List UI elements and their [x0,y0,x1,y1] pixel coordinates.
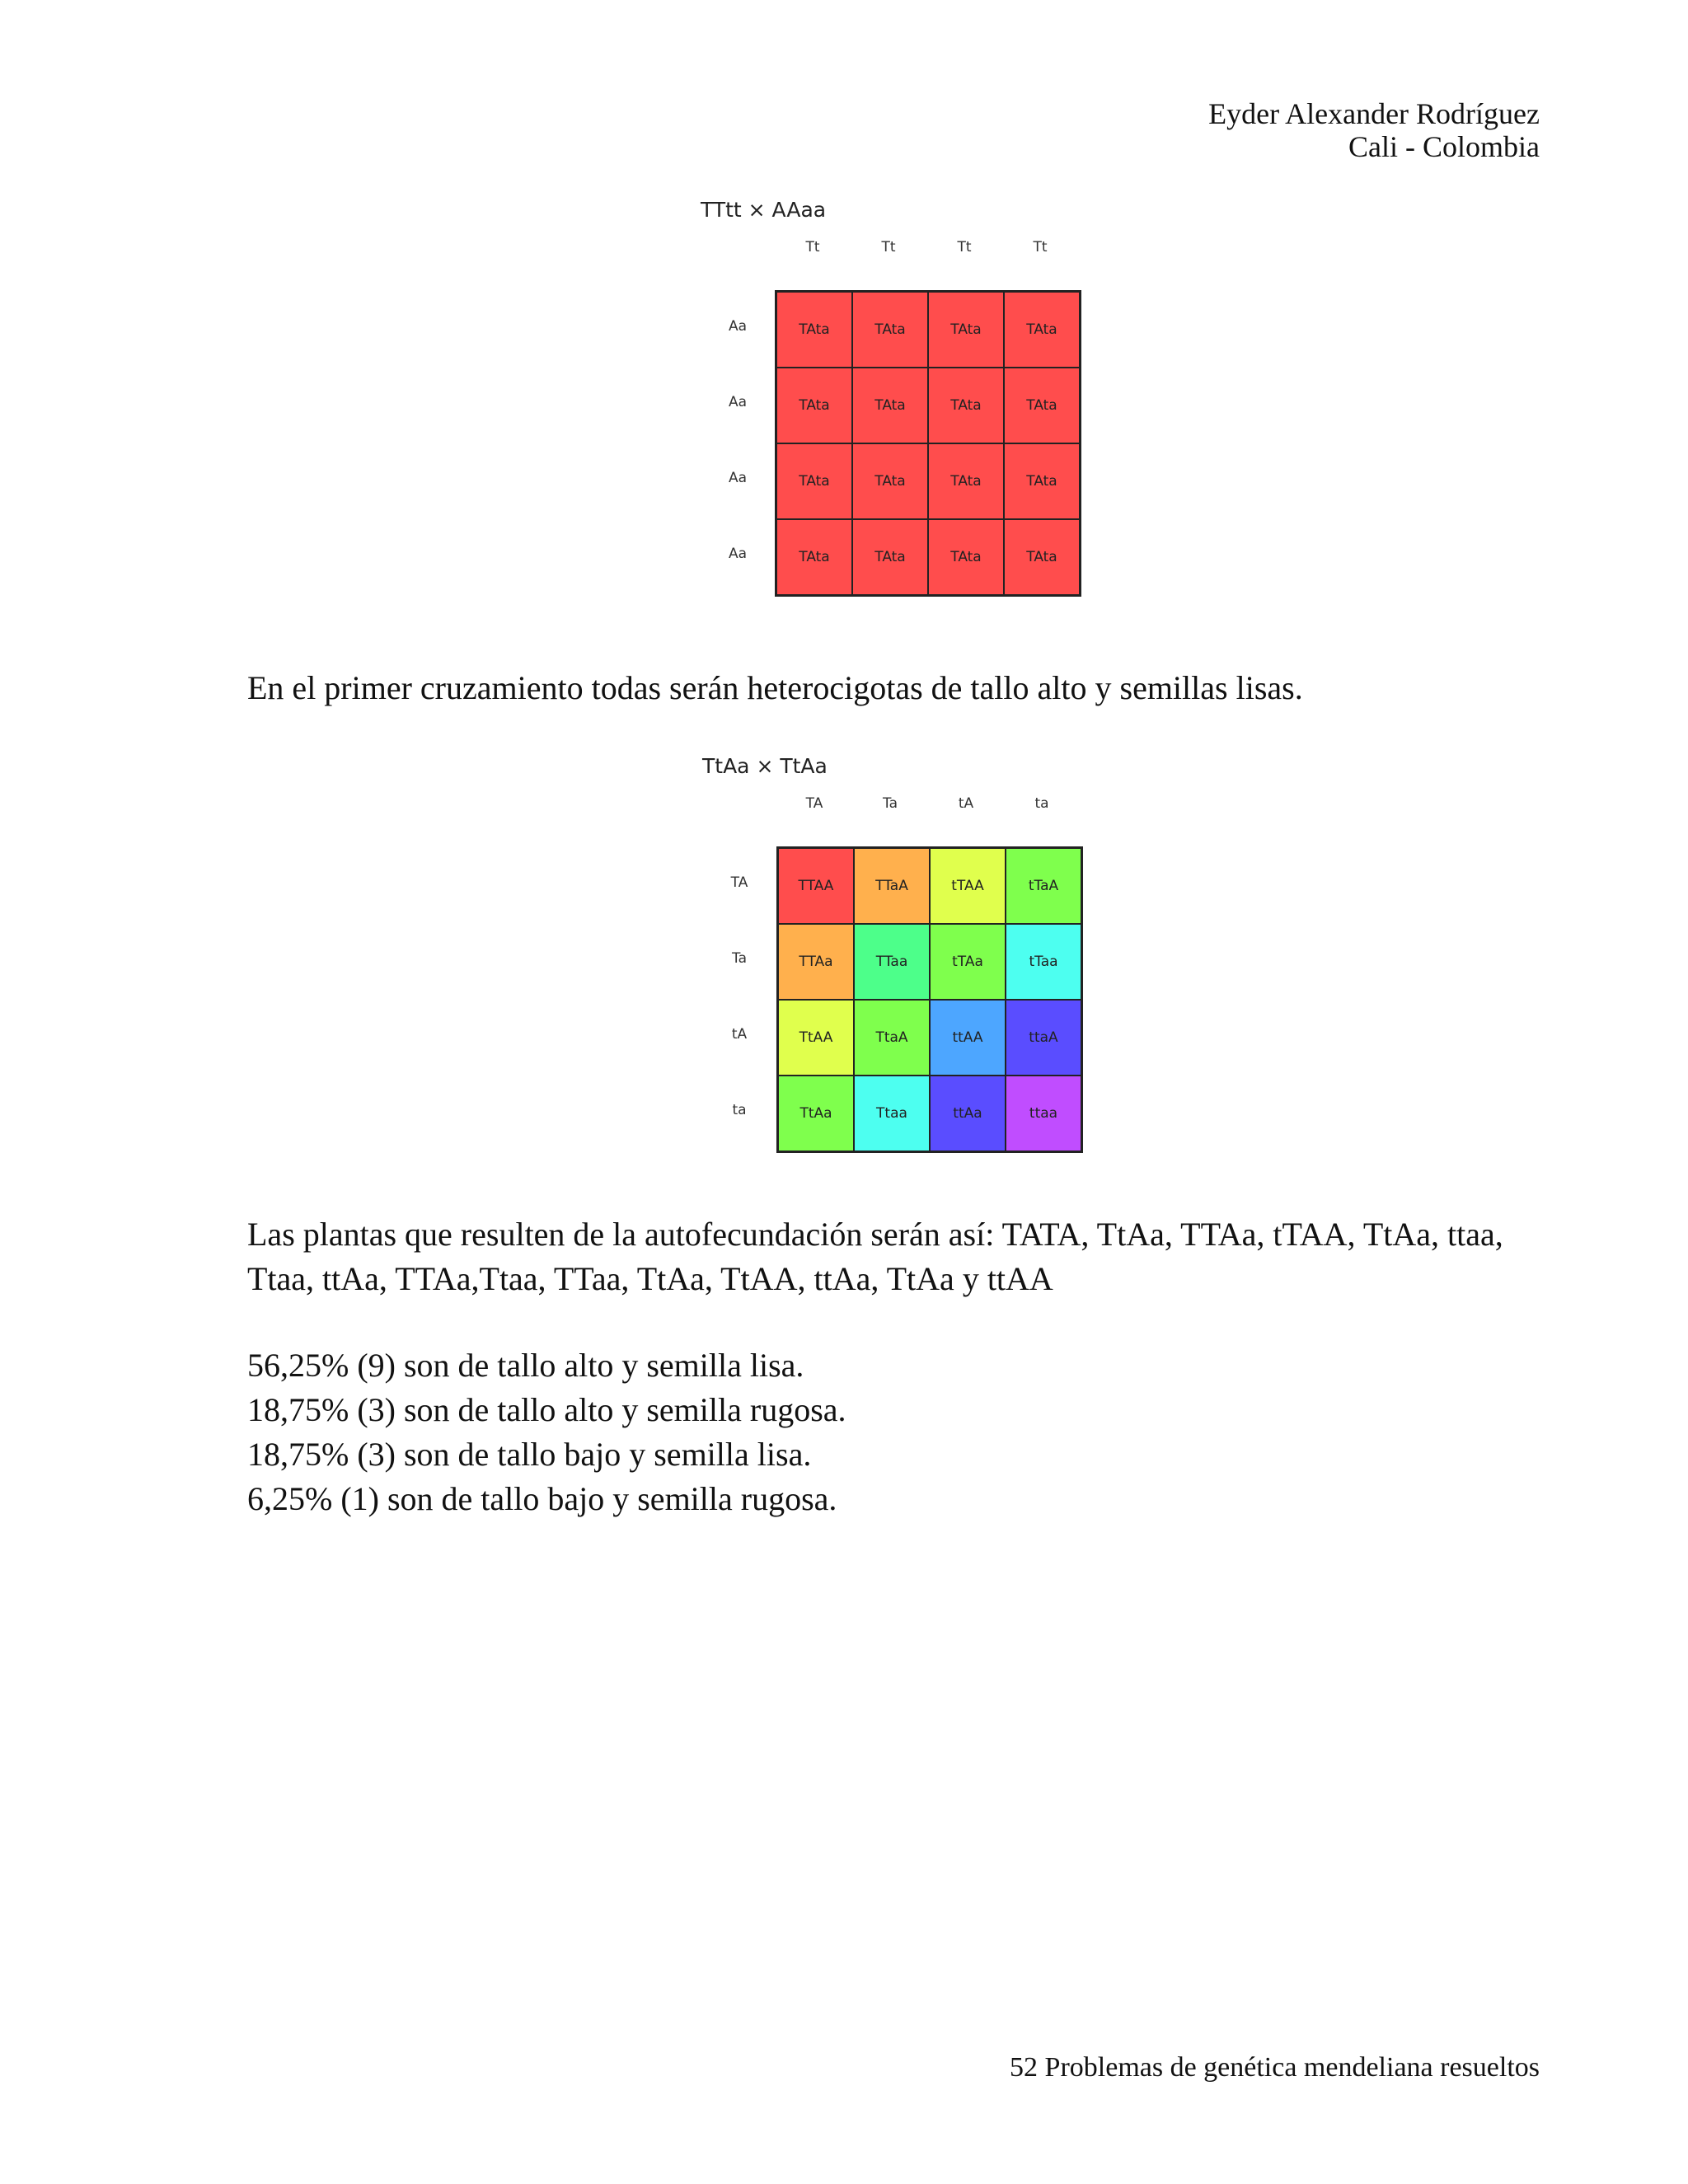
author-name: Eyder Alexander Rodríguez [1208,97,1540,130]
genotype-cell: TAta [928,368,1004,443]
genotype-cell: TAta [852,368,928,443]
genotype-cell: Ttaa [854,1076,930,1151]
col-header: Tt [805,239,820,255]
genotype-cell: tTaa [1006,924,1081,1000]
row-header: tA [731,1026,748,1043]
punnett-square-monohybrid [701,198,1080,610]
genotype-cell: tTAa [930,924,1006,1000]
col-header: Tt [957,239,972,255]
col-header: tA [958,795,974,812]
row-header: Aa [728,546,748,562]
col-header: Ta [883,795,898,812]
punnett-grid [776,846,1083,1153]
row-header: Aa [728,470,748,486]
row-header: Aa [728,318,748,335]
genotype-cell: TAta [852,443,928,519]
punnett-title: TTtt × AAaa [701,198,827,222]
page-header [1208,97,1540,163]
genotype-cell: TAta [1004,443,1080,519]
genotype-cell: TtAA [778,1000,854,1076]
ratio-line: 18,75% (3) son de tallo alto y semilla rugosa. [247,1391,846,1428]
genotype-cell: ttAA [930,1000,1006,1076]
row-header: Aa [728,394,748,410]
col-header: TA [805,795,823,812]
genotype-cell: ttAa [930,1076,1006,1151]
genotype-cell: ttaa [1006,1076,1081,1151]
genotype-cell: TTaa [854,924,930,1000]
col-header: ta [1034,795,1049,812]
punnett-square-dihybrid [702,754,1081,1166]
genotype-cell: TAta [776,519,852,595]
genotype-cell: TTAa [778,924,854,1000]
genotype-cell: TAta [928,443,1004,519]
ratio-line: 18,75% (3) son de tallo bajo y semilla lisa. [247,1436,812,1473]
genotype-cell: TtaA [854,1000,930,1076]
genotype-cell: tTaA [1006,848,1081,924]
ratio-line: 6,25% (1) son de tallo bajo y semilla rugosa. [247,1480,837,1517]
paragraph-first-cross: En el primer cruzamiento todas serán heterocigotas de tallo alto y semillas lisas. [247,669,1303,706]
genotype-cell: TAta [1004,368,1080,443]
paragraph-self-fertilization: Las plantas que resulten de la autofecundación serán así: TATA, TtAa, TTAa, tTAA, TtAa, ttaa, Ttaa, ttAa, TTAa,Ttaa, TTaa, TtAa, TtAA, ttAa, TtAa y ttAA [247,1216,1503,1297]
author-location: Cali - Colombia [1348,130,1540,163]
genotype-cell: TAta [852,519,928,595]
genotype-cell: TAta [928,292,1004,368]
ratio-line: 56,25% (9) son de tallo alto y semilla lisa. [247,1347,804,1384]
genotype-cell: TAta [776,368,852,443]
page-footer: 52 Problemas de genética mendeliana resueltos [1010,2052,1540,2083]
genotype-cell: TAta [852,292,928,368]
genotype-cell: TAta [776,292,852,368]
row-header: ta [732,1102,747,1118]
row-header: Ta [732,950,747,967]
col-header: Tt [881,239,896,255]
genotype-cell: tTAA [930,848,1006,924]
col-header: Tt [1033,239,1048,255]
genotype-cell: TAta [1004,519,1080,595]
punnett-grid [775,290,1081,597]
genotype-cell: TTAA [778,848,854,924]
phenotype-ratios [247,1343,846,1521]
genotype-cell: TAta [1004,292,1080,368]
punnett-title: TtAa × TtAa [702,754,828,778]
genotype-cell: TAta [776,443,852,519]
genotype-cell: TAta [928,519,1004,595]
genotype-cell: ttaA [1006,1000,1081,1076]
genotype-cell: TtAa [778,1076,854,1151]
row-header: TA [730,874,748,891]
genotype-cell: TTaA [854,848,930,924]
